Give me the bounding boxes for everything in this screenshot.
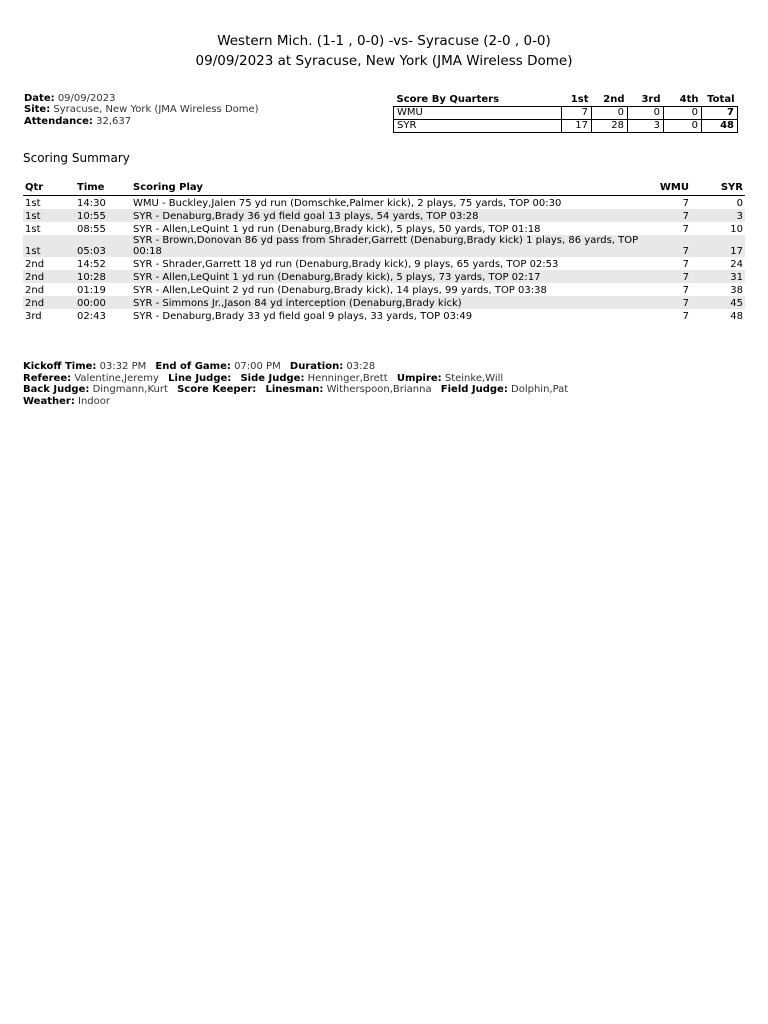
row-time: 00:00 [75,296,131,309]
end-of-game-label: End of Game: [155,361,231,372]
row-syr: 17 [691,235,745,257]
quarters-row-syr [394,120,738,133]
quarters-header-4th: 4th [679,94,699,105]
field-judge-value: Dolphin,Pat [511,384,569,395]
linesman-value: Witherspoon,Brianna [326,384,432,395]
referee-label: Referee: [23,373,72,384]
row-time: 14:30 [77,198,106,209]
header-qtr: Qtr [23,181,75,196]
row-time: 08:55 [77,224,106,235]
row-wmu: 7 [657,209,691,222]
score-by-quarters-table [393,93,738,133]
row-wmu: 7 [657,270,691,283]
umpire-value: Steinke,Will [444,373,504,384]
row-play: SYR - Allen,LeQuint 1 yd run (Denaburg,Brady kick), 5 plays, 73 yards, TOP 02:17 [131,270,657,283]
table-row [23,309,745,322]
row-wmu: 7 [682,198,689,209]
row-play: SYR - Simmons Jr.,Jason 84 yd interception (Denaburg,Brady kick) [131,296,657,309]
row-syr: 10 [730,224,743,235]
duration-label: Duration: [289,361,344,372]
table-row [23,222,745,235]
row-qtr: 3rd [25,311,42,322]
row-qtr: 2nd [25,285,45,296]
side-judge-label: Side Judge: [240,373,305,384]
row-qtr: 1st [25,198,41,209]
row-time: 05:03 [75,235,131,257]
kickoff-label: Kickoff Time: [23,361,97,372]
row-qtr: 1st [25,224,41,235]
row-play: SYR - Allen,LeQuint 2 yd run (Denaburg,Brady kick), 14 plays, 99 yards, TOP 03:38 [133,285,547,296]
row-qtr: 2nd [25,259,45,270]
row-play: SYR - Denaburg,Brady 33 yd field goal 9 plays, 33 yards, TOP 03:49 [133,311,473,322]
team-name: SYR [394,120,562,133]
row-wmu: 7 [682,259,689,270]
game-title: Western Mich. (1-1 , 0-0) -vs- Syracuse (2-0 , 0-0) [217,33,551,49]
duration-value: 03:28 [346,361,376,372]
quarters-header-1st: 1st [570,94,589,105]
weather-value: Indoor [78,396,110,407]
row-wmu: 7 [657,235,691,257]
row-time: 10:55 [75,209,131,222]
table-row [23,209,745,222]
q3-score: 0 [628,107,664,120]
quarters-header-title: Score By Quarters [396,94,500,105]
row-play: SYR - Brown,Donovan 86 yd pass from Shrader,Garrett (Denaburg,Brady kick) 1 plays, 86 yards, TOP 00:18 [131,235,657,257]
row-syr: 0 [736,198,743,209]
table-row [23,257,745,270]
table-row [23,283,745,296]
row-wmu: 7 [682,224,689,235]
row-qtr: 1st [23,209,75,222]
total-score: 7 [702,107,738,120]
quarters-header-row [394,93,738,107]
team-name: WMU [394,107,562,120]
q2-score: 0 [592,107,628,120]
attendance-value: 32,637 [96,116,132,127]
quarters-row-wmu [394,107,738,120]
back-judge-label: Back Judge: [23,384,90,395]
umpire-label: Umpire: [396,373,442,384]
row-syr: 48 [730,311,743,322]
back-judge-value: Dingmann,Kurt [92,384,168,395]
row-syr: 31 [691,270,745,283]
quarters-header-2nd: 2nd [603,94,625,105]
site-value: Syracuse, New York (JMA Wireless Dome) [53,104,259,115]
kickoff-value: 03:32 PM [99,361,147,372]
row-play: SYR - Shrader,Garrett 18 yd run (Denaburg,Brady kick), 9 plays, 65 yards, TOP 02:53 [133,259,559,270]
score-keeper-label: Score Keeper: [177,384,257,395]
row-wmu: 7 [657,296,691,309]
q1-score: 7 [562,107,592,120]
row-qtr: 2nd [23,296,75,309]
total-score: 48 [702,120,738,133]
table-row [23,235,745,257]
date-value: 09/09/2023 [57,93,116,104]
row-time: 14:52 [77,259,106,270]
row-qtr: 2nd [23,270,75,283]
q4-score: 0 [664,120,702,133]
end-of-game-value: 07:00 PM [234,361,281,372]
header-wmu: WMU [657,181,691,196]
row-qtr: 1st [23,235,75,257]
meta-site [24,104,259,116]
table-row [23,196,745,210]
header-syr: SYR [691,181,745,196]
row-play: SYR - Denaburg,Brady 36 yd field goal 13 plays, 54 yards, TOP 03:28 [131,209,657,222]
row-play: SYR - Allen,LeQuint 1 yd run (Denaburg,Brady kick), 5 plays, 50 yards, TOP 01:18 [133,224,541,235]
referee-value: Valentine,Jeremy [74,373,159,384]
q2-score: 28 [592,120,628,133]
summary-header-row [23,181,745,196]
row-wmu: 7 [682,285,689,296]
q4-score: 0 [664,107,702,120]
q1-score: 17 [562,120,592,133]
linesman-label: Linesman: [265,384,324,395]
row-time: 01:19 [77,285,106,296]
footer-weather [23,396,116,408]
quarters-header-total: Total [707,94,735,105]
line-judge-label: Line Judge: [168,373,232,384]
weather-label: Weather: [23,396,75,407]
quarters-header-3rd: 3rd [641,94,661,105]
side-judge-value: Henninger,Brett [307,373,388,384]
row-wmu: 7 [682,311,689,322]
row-syr: 24 [730,259,743,270]
date-label: Date: [24,93,55,104]
scoring-summary-heading: Scoring Summary [23,151,130,165]
header-scoring-play: Scoring Play [131,181,657,196]
field-judge-label: Field Judge: [440,384,508,395]
table-row [23,296,745,309]
table-row [23,270,745,283]
row-syr: 38 [730,285,743,296]
row-syr: 3 [691,209,745,222]
row-time: 02:43 [77,311,106,322]
site-label: Site: [24,104,51,115]
row-time: 10:28 [75,270,131,283]
row-syr: 45 [691,296,745,309]
meta-attendance [24,116,131,128]
header-time: Time [75,181,131,196]
q3-score: 3 [628,120,664,133]
row-play: WMU - Buckley,Jalen 75 yd run (Domschke,Palmer kick), 2 plays, 75 yards, TOP 00:30 [133,198,562,209]
footer-times [23,361,381,373]
scoring-summary-table [23,181,745,322]
game-date-location: 09/09/2023 at Syracuse, New York (JMA Wireless Dome) [195,53,573,69]
attendance-label: Attendance: [24,116,93,127]
footer-officials-2 [23,384,574,396]
